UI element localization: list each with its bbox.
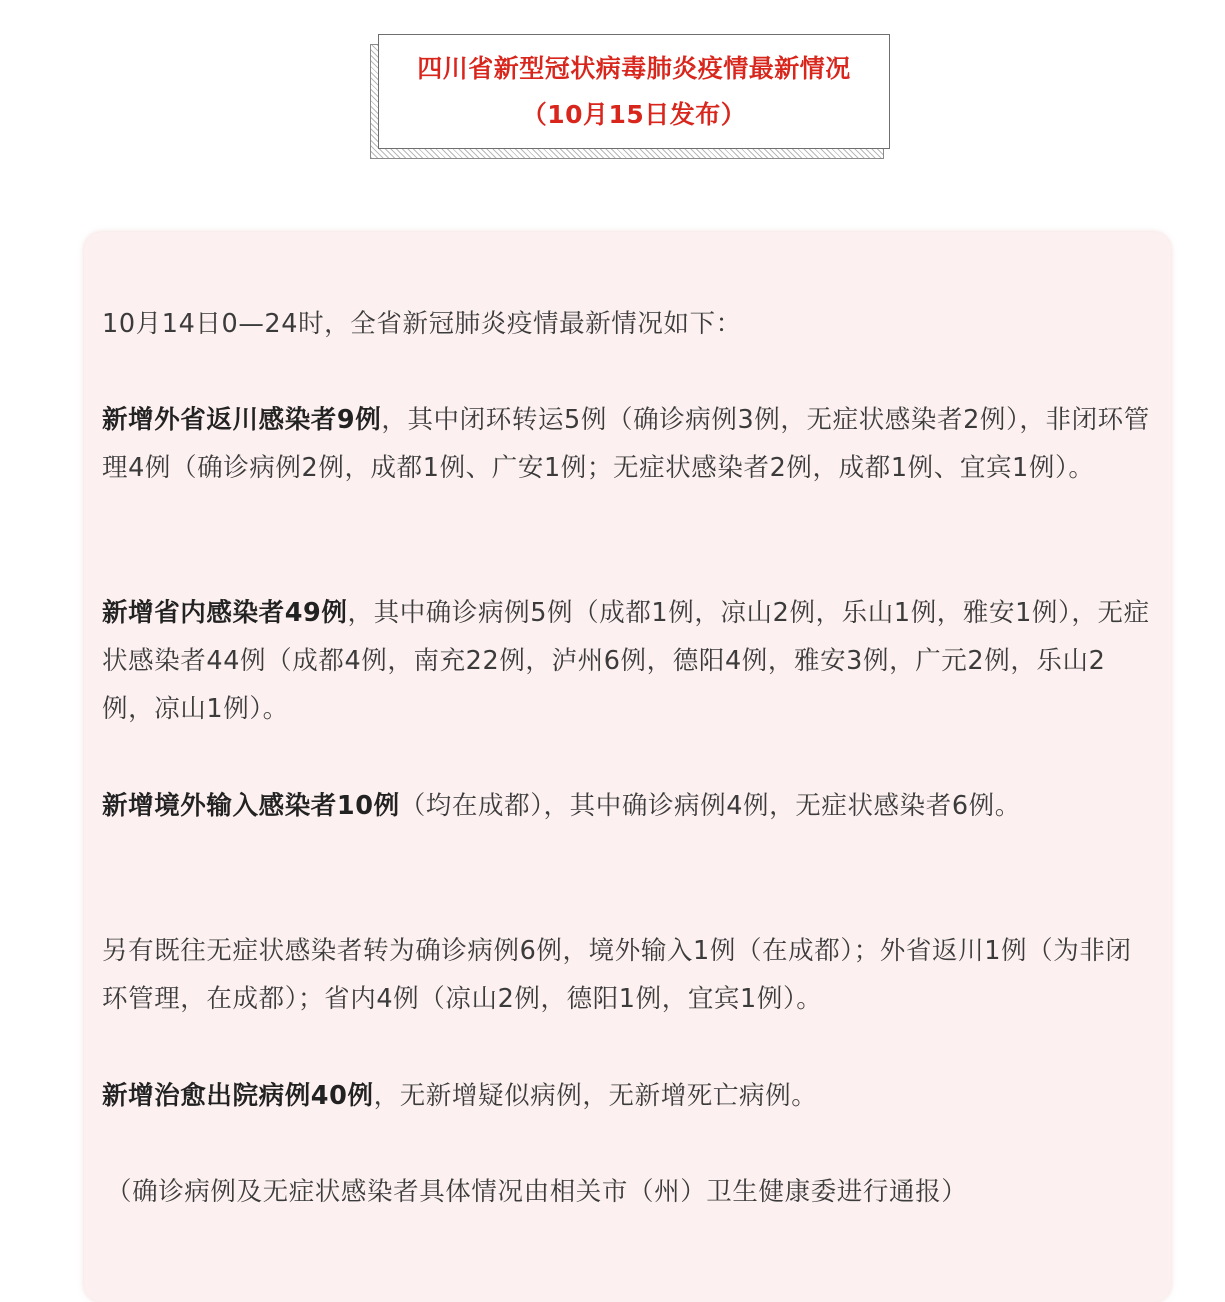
recovery-paragraph (102, 1072, 1152, 1120)
title-box (378, 34, 890, 149)
imported-heading: 新增境外输入感染者10例 (102, 791, 400, 821)
content-card (84, 232, 1171, 1302)
out-of-province-text: ，其中闭环转运5例（确诊病例3例，无症状感染者2例），非闭环管理4例（确诊病例2例，成都1例、广安1例；无症状感染者2例，成都1例、宜宾1例）。 (102, 405, 1150, 483)
imported-text: （均在成都），其中确诊病例4例，无症状感染者6例。 (399, 791, 1021, 821)
in-province-text: ，其中确诊病例5例（成都1例，凉山2例，乐山1例，雅安1例），无症状感染者44例（成都4例，南充22例，泸州6例，德阳4例，雅安3例，广元2例，乐山2例，凉山1例）。 (102, 598, 1150, 724)
out-of-province-paragraph (102, 396, 1152, 492)
in-province-paragraph (102, 589, 1152, 733)
conversion-paragraph: 另有既往无症状感染者转为确诊病例6例，境外输入1例（在成都）；外省返川1例（为非闭环管理，在成都）；省内4例（凉山2例，德阳1例，宜宾1例）。 (102, 936, 1132, 1014)
publish-date: （10月15日发布） (521, 99, 747, 129)
footnote: （确诊病例及无症状感染者具体情况由相关市（州）卫生健康委进行通报） (106, 1177, 968, 1207)
recovery-text: ，无新增疑似病例，无新增死亡病例。 (373, 1081, 818, 1111)
in-province-heading: 新增省内感染者49例 (102, 598, 348, 628)
imported-paragraph (102, 782, 1152, 830)
out-of-province-heading: 新增外省返川感染者9例 (102, 405, 382, 435)
recovery-heading: 新增治愈出院病例40例 (102, 1081, 374, 1111)
page-title: 四川省新型冠状病毒肺炎疫情最新情况 (417, 53, 851, 83)
title-banner (370, 34, 890, 158)
intro-paragraph: 10月14日0—24时，全省新冠肺炎疫情最新情况如下： (102, 309, 742, 339)
